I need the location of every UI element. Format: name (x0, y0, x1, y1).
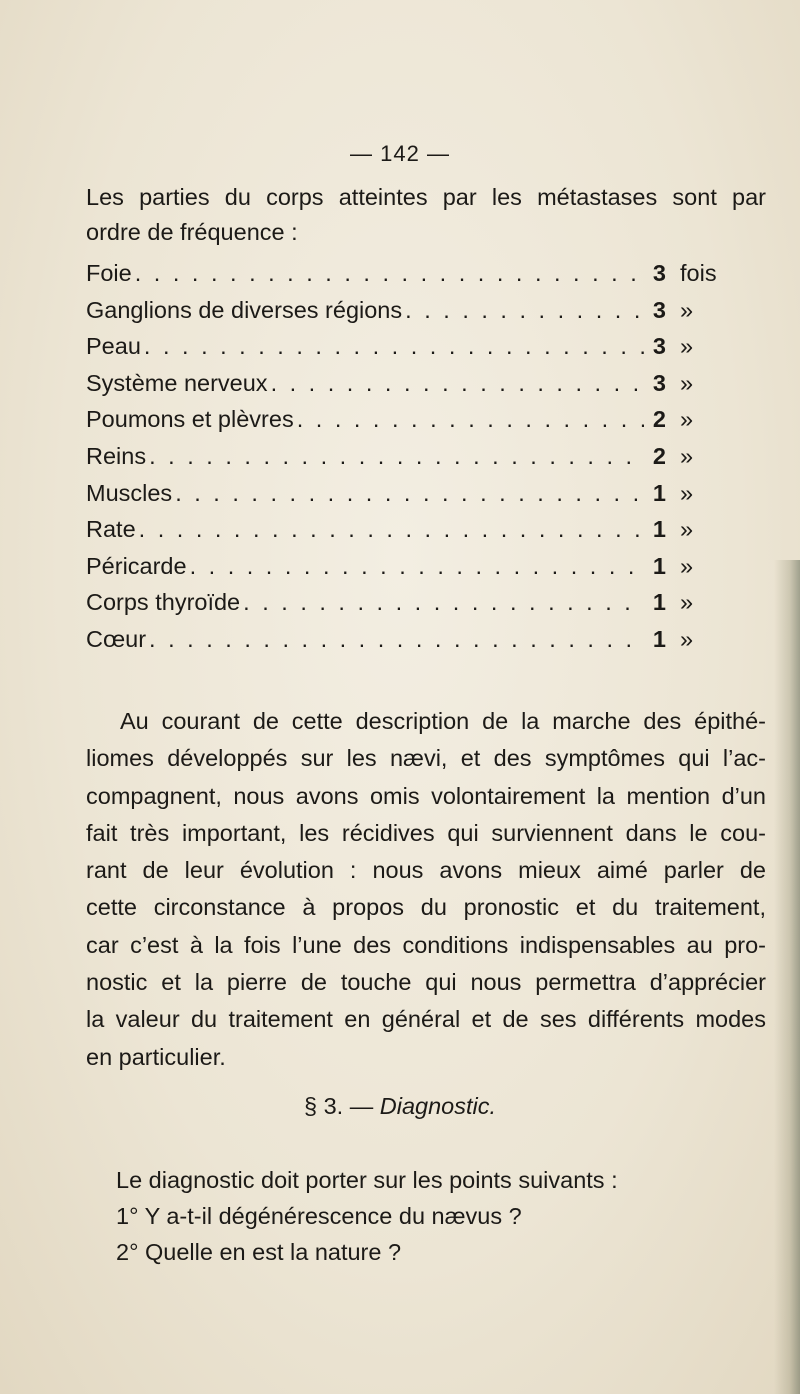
diagnostic-block (86, 1162, 766, 1270)
paragraph-line: Au courant de cette description de la marche des épithé- (120, 708, 766, 734)
site-unit: » (680, 479, 694, 506)
list-item (86, 516, 726, 553)
paragraph-line: compagnent, nous avons omis volontairement la mention d’un (86, 782, 766, 809)
body-paragraph (86, 703, 766, 1076)
site-unit: fois (680, 260, 717, 286)
list-item (86, 443, 726, 480)
page-edge-stain (774, 560, 800, 1394)
site-count: 1 (652, 516, 666, 543)
site-unit: » (680, 552, 694, 579)
section-title: Diagnostic. (379, 1093, 496, 1119)
site-unit: » (680, 406, 694, 433)
site-count: 3 (652, 260, 666, 286)
site-unit: » (680, 589, 694, 616)
site-count: 2 (652, 442, 666, 469)
site-count: 3 (652, 369, 666, 396)
paragraph-line: nostic et la pierre de touche qui nous permettra d’apprécier (86, 969, 766, 996)
site-count: 1 (652, 552, 666, 579)
site-name: Reins (86, 442, 147, 469)
dot-leader (240, 589, 644, 616)
site-name: Poumons et plèvres (86, 406, 294, 433)
dot-leader (141, 333, 644, 360)
site-count: 1 (652, 589, 666, 616)
dot-leader (146, 443, 644, 470)
list-item (86, 333, 726, 370)
section-prefix: § 3. — (303, 1093, 380, 1119)
site-name: Système nerveux (86, 369, 268, 396)
list-item (86, 480, 726, 517)
site-unit: » (680, 625, 694, 652)
dot-leader (294, 406, 644, 433)
dot-leader (172, 480, 644, 507)
site-name: Rate (86, 516, 136, 543)
paragraph-line: en particulier. (86, 1043, 226, 1070)
dot-leader (132, 260, 644, 287)
site-unit: » (680, 442, 694, 469)
list-item (86, 589, 726, 626)
site-name: Ganglions de diverses régions (86, 296, 403, 323)
site-name: Peau (86, 333, 141, 360)
diagnostic-point: 2° Quelle en est la nature ? (116, 1239, 402, 1265)
diagnostic-intro: Le diagnostic doit porter sur les points suivants : (116, 1167, 618, 1193)
dot-leader (187, 553, 644, 580)
dot-leader (136, 516, 644, 543)
paragraph-line: cette circonstance à propos du pronostic et du traitement, (86, 894, 766, 921)
intro-text (86, 180, 766, 250)
page-number: — 142 — (350, 141, 450, 166)
list-item (86, 297, 726, 334)
site-name: Foie (86, 260, 132, 286)
diagnostic-point: 1° Y a-t-il dégénérescence du nævus ? (116, 1203, 522, 1229)
list-item (86, 370, 726, 407)
site-count: 3 (652, 296, 666, 323)
dot-leader (268, 370, 644, 397)
site-name: Corps thyroïde (86, 589, 241, 616)
site-count: 2 (652, 406, 666, 433)
site-count: 3 (652, 333, 666, 360)
site-unit: » (680, 516, 694, 543)
site-count: 1 (652, 479, 666, 506)
paragraph-line: fait très important, les récidives qui surviennent dans le cou- (86, 819, 766, 846)
list-item (86, 260, 726, 297)
list-item (86, 626, 726, 663)
site-unit: » (680, 333, 694, 360)
site-count: 1 (652, 625, 666, 652)
dot-leader (146, 626, 644, 653)
paragraph-line: car c’est à la fois l’une des conditions indispensables au pro- (86, 931, 766, 958)
dot-leader (402, 297, 644, 324)
paragraph-line: liomes développés sur les nævi, et des symptômes qui l’ac- (86, 745, 766, 772)
list-item (86, 553, 726, 590)
metastasis-frequency-list (86, 260, 726, 663)
paragraph-line: rant de leur évolution : nous avons mieux aimé parler de (86, 857, 766, 884)
intro-line: ordre de fréquence : (86, 219, 298, 245)
site-name: Muscles (86, 479, 173, 506)
site-unit: » (680, 369, 694, 396)
section-heading (0, 1093, 800, 1120)
site-name: Cœur (86, 625, 147, 652)
intro-line: Les parties du corps atteintes par les métastases sont par (86, 184, 766, 210)
list-item (86, 406, 726, 443)
paragraph-line: la valeur du traitement en général et de ses différents modes (86, 1006, 766, 1033)
site-unit: » (680, 296, 694, 323)
site-name: Péricarde (86, 552, 187, 579)
